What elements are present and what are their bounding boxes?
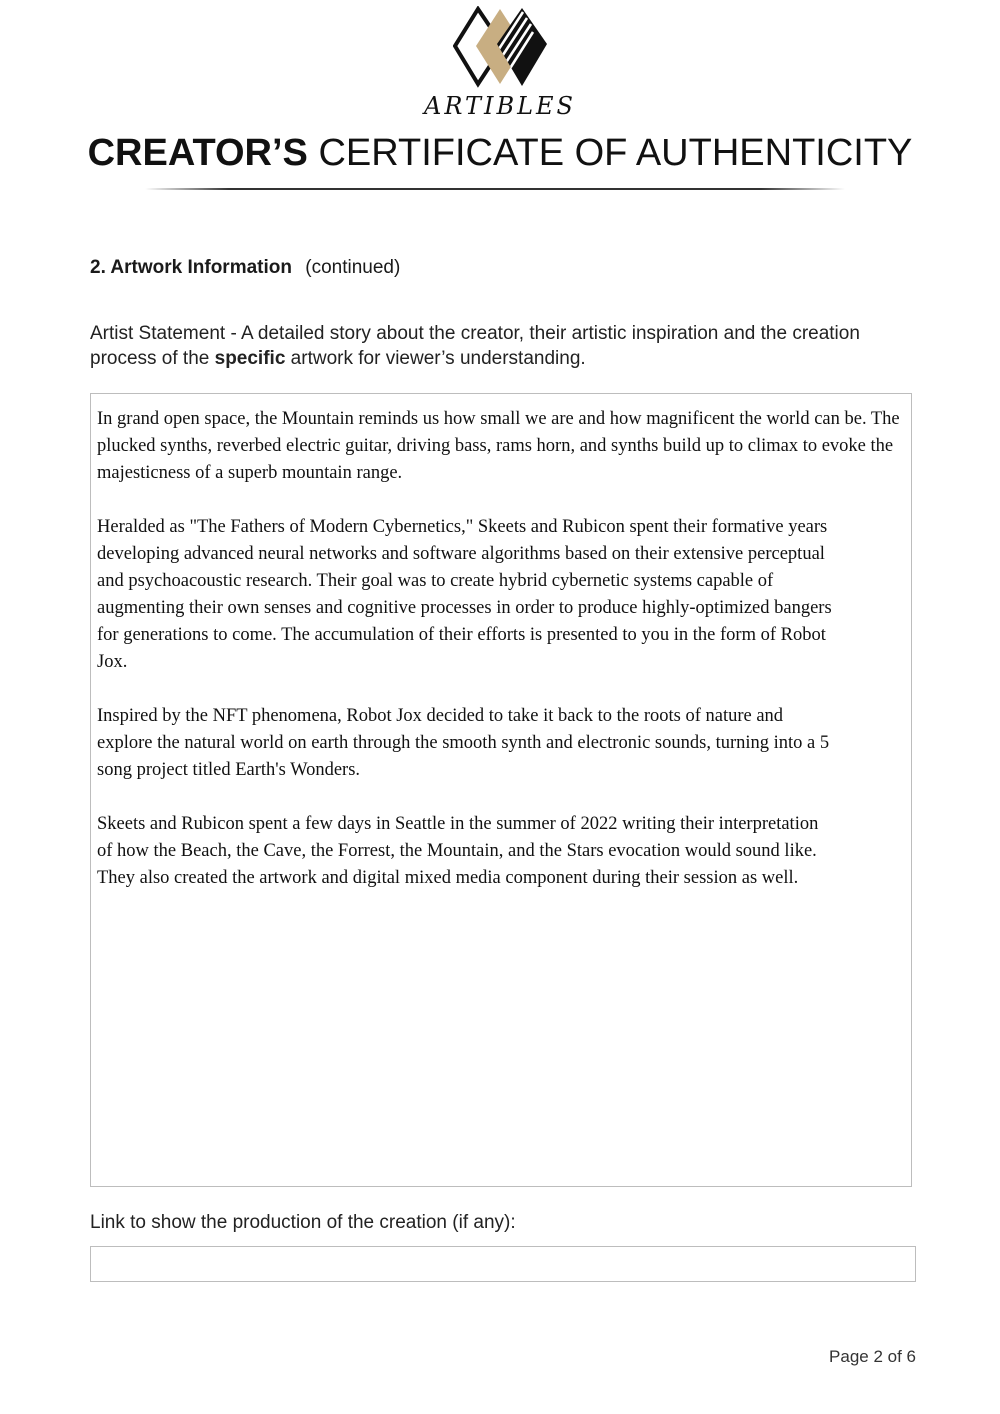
section-continued-label: (continued) bbox=[305, 257, 401, 278]
statement-paragraph: Skeets and Rubicon spent a few days in Seattle in the summer of 2022 writing their interpretation of how the Beach, the Cave, the Forrest, the Mountain, and the Stars evocation would sound like. They also created the artwork and digital mixed media component during their session as well. bbox=[97, 814, 819, 888]
intro-text-emphasis: specific bbox=[214, 348, 286, 369]
page-title bbox=[0, 130, 1000, 176]
title-bold-part: CREATOR’S bbox=[87, 132, 308, 174]
title-rest-part: CERTIFICATE OF AUTHENTICITY bbox=[318, 132, 913, 174]
statement-paragraph: In grand open space, the Mountain reminds us how small we are and how magnificent the world can be. The plucked synths, reverbed electric guitar, driving bass, rams horn, and synths build up to climax to evoke the majesticness of a superb mountain range. bbox=[97, 409, 900, 483]
intro-text-start: Artist Statement - A detailed story about the creator, their artistic inspiration and the creation process of the bbox=[90, 323, 860, 369]
brand-wordmark: ARTIBLES bbox=[423, 92, 576, 120]
header-divider bbox=[145, 188, 845, 190]
statement-paragraph: Heralded as "The Fathers of Modern Cybernetics," Skeets and Rubicon spent their formative years developing advanced neural networks and software algorithms based on their extensive perceptual and psychoacoustic research. Their goal was to create hybrid cybernetic systems capable of augmenting their own senses and cognitive processes in order to produce highly-optimized bangers for generations to come. The accumulation of their efforts is presented to you in the form of Robot Jox. bbox=[97, 517, 832, 672]
production-link-field[interactable] bbox=[90, 1246, 916, 1282]
artist-statement-instructions bbox=[90, 321, 910, 371]
section-title: 2. Artwork Information bbox=[90, 257, 292, 278]
intro-text-end: artwork for viewer’s understanding. bbox=[285, 348, 586, 369]
artist-statement-field[interactable] bbox=[90, 393, 912, 1187]
production-link-label: Link to show the production of the creation (if any): bbox=[90, 1212, 516, 1233]
section-heading bbox=[90, 257, 400, 279]
statement-paragraph: Inspired by the NFT phenomena, Robot Jox decided to take it back to the roots of nature and explore the natural world on earth through the smooth synth and electronic sounds, turning into a 5 song project titled Earth's Wonders. bbox=[97, 706, 830, 780]
artibles-logo-icon bbox=[453, 6, 549, 90]
page-number: Page 2 of 6 bbox=[829, 1347, 916, 1366]
